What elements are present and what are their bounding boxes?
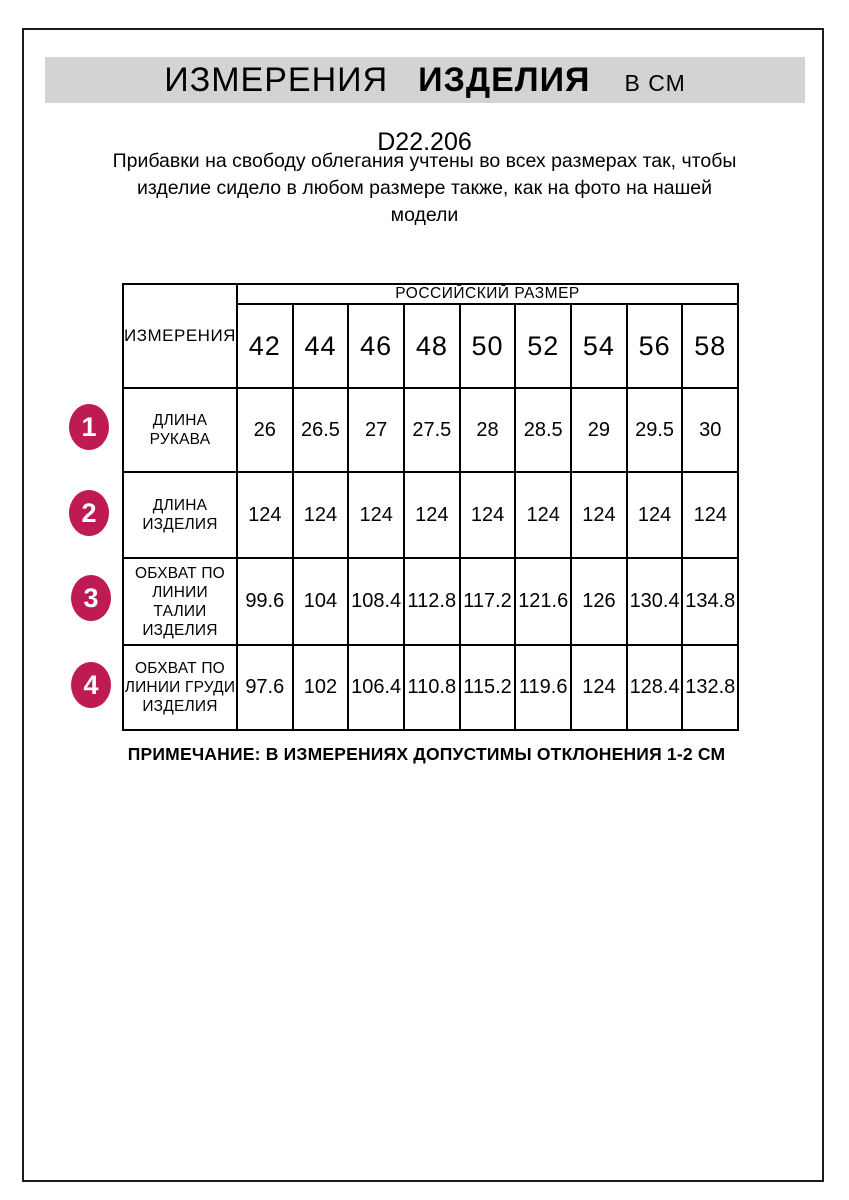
measure-value: 124 — [404, 472, 460, 558]
measure-value: 121.6 — [515, 558, 571, 645]
row-label: ОБХВАТ ПО ЛИНИИ ТАЛИИ ИЗДЕЛИЯ — [123, 558, 237, 645]
measure-value: 104 — [293, 558, 349, 645]
size-col-header: 58 — [682, 304, 738, 388]
measure-value: 124 — [682, 472, 738, 558]
row-number-badge: 1 — [69, 404, 109, 450]
size-col-header: 50 — [460, 304, 516, 388]
size-col-header: 56 — [627, 304, 683, 388]
measure-value: 134.8 — [682, 558, 738, 645]
measure-value: 27.5 — [404, 388, 460, 472]
measure-value: 28.5 — [515, 388, 571, 472]
measure-value: 27 — [348, 388, 404, 472]
measure-value: 124 — [293, 472, 349, 558]
measure-value: 26.5 — [293, 388, 349, 472]
size-col-header: 48 — [404, 304, 460, 388]
row-label: ОБХВАТ ПО ЛИНИИ ГРУДИ ИЗДЕЛИЯ — [123, 645, 237, 730]
measure-value: 119.6 — [515, 645, 571, 730]
size-col-header: 44 — [293, 304, 349, 388]
measure-value: 29.5 — [627, 388, 683, 472]
row-number-badge: 2 — [69, 490, 109, 536]
title-bar — [45, 57, 805, 103]
page-title-word-product: ИЗДЕЛИЯ — [418, 61, 591, 99]
table-row-product-length — [123, 472, 738, 558]
measure-value: 132.8 — [682, 645, 738, 730]
measure-value: 124 — [571, 645, 627, 730]
size-col-header: 54 — [571, 304, 627, 388]
size-col-header: 46 — [348, 304, 404, 388]
measure-value: 112.8 — [404, 558, 460, 645]
measure-value: 124 — [515, 472, 571, 558]
table-row-chest-girth — [123, 645, 738, 730]
measure-value: 30 — [682, 388, 738, 472]
measure-value: 99.6 — [237, 558, 293, 645]
measure-value: 115.2 — [460, 645, 516, 730]
row-number-badge: 4 — [71, 662, 111, 708]
row-label: ДЛИНА ИЗДЕЛИЯ — [123, 472, 237, 558]
size-col-header: 52 — [515, 304, 571, 388]
measure-value: 108.4 — [348, 558, 404, 645]
measure-value: 130.4 — [627, 558, 683, 645]
measure-value: 102 — [293, 645, 349, 730]
measure-value: 29 — [571, 388, 627, 472]
article-code: D22.206 — [377, 128, 472, 156]
table-header-row-group — [123, 284, 738, 304]
measure-value: 124 — [460, 472, 516, 558]
page-title-word-measurements: ИЗМЕРЕНИЯ — [164, 61, 389, 99]
size-col-header: 42 — [237, 304, 293, 388]
row-label: ДЛИНА РУКАВА — [123, 388, 237, 472]
measure-value: 124 — [237, 472, 293, 558]
page-title-word-units: В СМ — [624, 70, 686, 96]
note-text: ПРИМЕЧАНИЕ: В ИЗМЕРЕНИЯХ ДОПУСТИМЫ ОТКЛОНЕНИЯ 1-2 СМ — [127, 744, 726, 764]
size-chart-table — [122, 283, 739, 731]
measure-value: 126 — [571, 558, 627, 645]
measure-value: 97.6 — [237, 645, 293, 730]
measure-value: 106.4 — [348, 645, 404, 730]
table-row-sleeve-length — [123, 388, 738, 472]
measure-value: 26 — [237, 388, 293, 472]
measurements-column-header: ИЗМЕРЕНИЯ — [123, 284, 237, 388]
row-number-badge: 3 — [71, 575, 111, 621]
russian-size-group-header: РОССИЙСКИЙ РАЗМЕР — [237, 284, 738, 304]
measure-value: 110.8 — [404, 645, 460, 730]
table-row-waist-girth — [123, 558, 738, 645]
fit-description: Прибавки на свободу облегания учтены во всех размерах так, чтобы изделие сидело в любом размере также, как на фото на нашей модели — [112, 150, 737, 226]
measure-value: 117.2 — [460, 558, 516, 645]
measure-value: 28 — [460, 388, 516, 472]
measure-value: 128.4 — [627, 645, 683, 730]
measure-value: 124 — [571, 472, 627, 558]
measure-value: 124 — [627, 472, 683, 558]
measure-value: 124 — [348, 472, 404, 558]
